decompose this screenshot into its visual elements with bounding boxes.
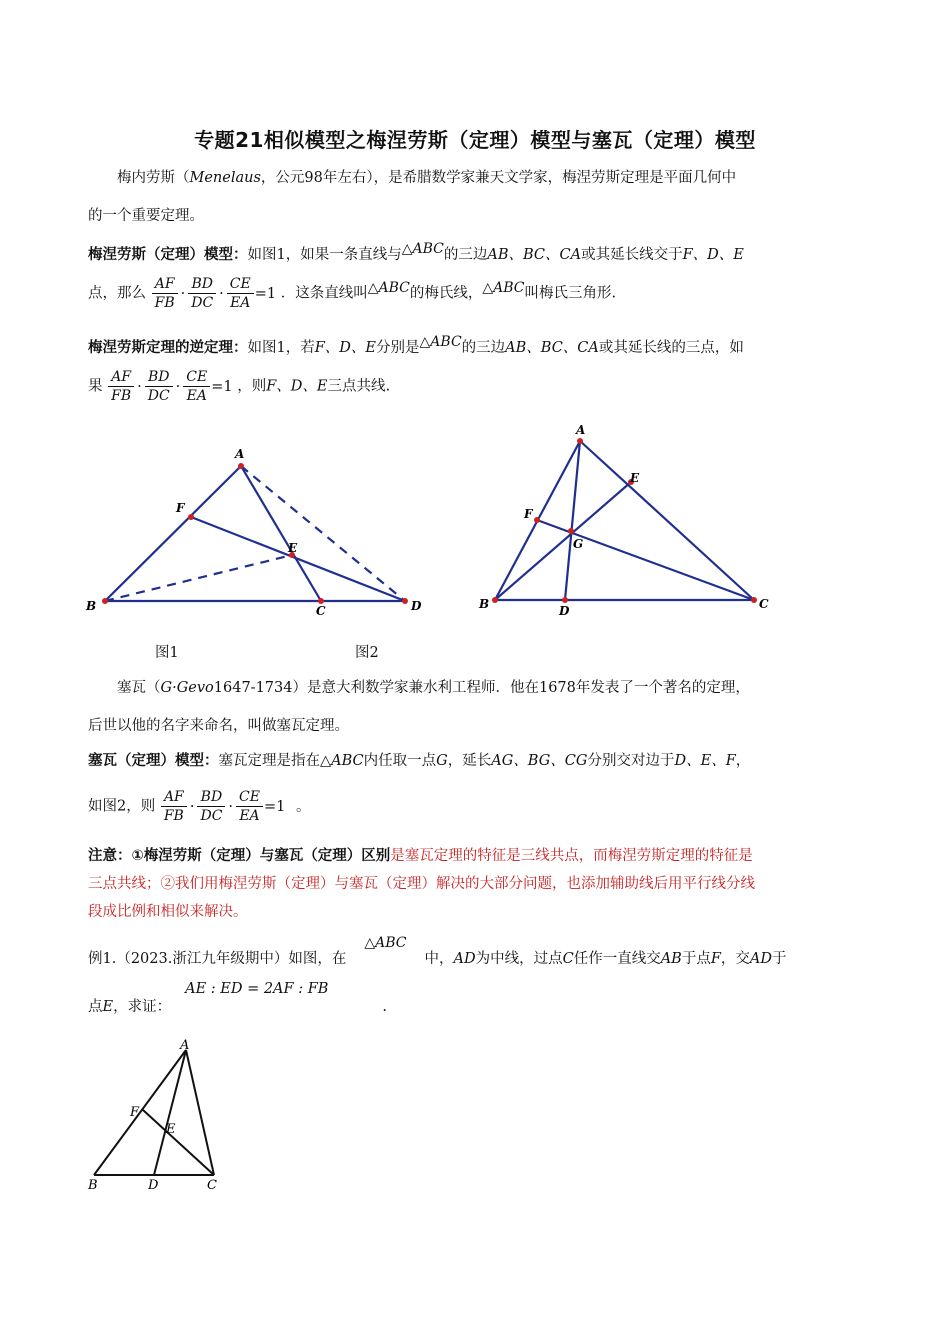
- example-formula: AE : ED = 2AF : FB: [185, 981, 329, 997]
- point-d: [402, 598, 408, 604]
- menelaus-t5: F、D、E: [682, 247, 744, 263]
- fraction-af-fb: $\frac{AF}{FB}$: [152, 275, 178, 312]
- example-line2: 点E，求证：AE : ED = 2AF : FB.: [88, 981, 388, 1015]
- label-c: C: [316, 604, 326, 618]
- note-paragraph: 注意：①梅涅劳斯（定理）与塞瓦（定理）区别是塞瓦定理的特征是三线共点，而梅涅劳斯定理的特征是: [88, 848, 753, 864]
- figure-1-caption: 图1: [155, 645, 179, 661]
- menelaus-t2: 的三边: [443, 247, 488, 263]
- fraction-af-fb: $\frac{AF}{FB}$: [108, 368, 134, 405]
- fraction-ce-ea: $\frac{CE}{EA}$: [183, 368, 210, 405]
- intro-name: Menelaus: [189, 170, 261, 186]
- fraction-ce-ea: $\frac{CE}{EA}$: [236, 788, 263, 825]
- ceva-intro: 塞瓦（G·Gevo1647-1734）是意大利数学家兼水利工程师．他在1678年发表了一个著名的定理，: [117, 680, 750, 696]
- figure-2: [470, 420, 780, 620]
- intro-text-b: ，公元98年左右），是希腊数学家兼天文学家，梅涅劳斯定理是平面几何中: [260, 170, 737, 186]
- point-f: [188, 514, 194, 520]
- intro-text-a: 梅内劳斯（: [117, 170, 190, 186]
- triangle-abc: △ABC: [401, 241, 444, 257]
- figure-1: [80, 440, 430, 625]
- figure-2-caption: 图2: [355, 645, 379, 661]
- fraction-ce-ea: $\frac{CE}{EA}$: [227, 275, 254, 312]
- label-g: G: [573, 537, 584, 551]
- converse-line1: 梅涅劳斯定理的逆定理：如图1，若F、D、E分别是△ABC的三边AB、BC、CA或其延长线的三点，如: [88, 334, 744, 356]
- note-line3: 段成比例和相似来解决。: [88, 904, 248, 920]
- ceva-line1: 塞瓦（定理）模型：塞瓦定理是指在△ABC内任取一点G，延长AG、BG、CG分别交对边于D、E、F，: [88, 753, 751, 769]
- ceva-intro-cont: 后世以他的名字来命名，叫做塞瓦定理。: [88, 718, 349, 734]
- label-e: E: [630, 471, 640, 485]
- label-f: F: [524, 507, 533, 521]
- ceva-line2: 如图2，则 $\frac{AF}{FB}$ · $\frac{BD}{DC}$ · $\frac{CE}{EA}$ =1 。: [88, 789, 311, 824]
- intro-text-c: 的一个重要定理。: [88, 208, 204, 224]
- menelaus-t7: ．这条直线叫: [280, 285, 368, 302]
- menelaus-t1: 如图1，如果一条直线与: [247, 247, 402, 263]
- fraction-bd-dc: $\frac{BD}{DC}$: [145, 368, 173, 405]
- fraction-af-fb: $\frac{AF}{FB}$: [161, 788, 187, 825]
- label-c: C: [759, 597, 769, 611]
- equals-one: =1: [254, 285, 277, 302]
- label-b: B: [86, 599, 97, 613]
- label-a: A: [180, 1038, 190, 1053]
- menelaus-line1: [88, 241, 868, 266]
- intro-paragraph-cont: [88, 205, 868, 227]
- menelaus-t8: 的梅氏线，: [409, 285, 483, 302]
- label-f: F: [130, 1105, 140, 1120]
- point-b: [102, 598, 108, 604]
- label-b: B: [479, 597, 490, 611]
- example-line1: 例1.（2023.浙江九年级期中）如图，在△ABC中，AD为中线，过点C任作一直线交AB于点F，交AD于: [88, 935, 787, 967]
- menelaus-line2: 点，那么 $\frac{AF}{FB}$ · $\frac{BD}{DC}$ · $\frac{CE}{EA}$ =1 ．这条直线叫△ABC的梅氏线，△ABC叫梅氏三角形.: [88, 276, 617, 311]
- menelaus-t9: 叫梅氏三角形.: [524, 285, 617, 302]
- intro-paragraph: [88, 167, 868, 189]
- label-f: F: [176, 501, 185, 515]
- menelaus-t4: 或其延长线交于: [581, 247, 683, 263]
- label-d: D: [148, 1178, 159, 1193]
- converse-heading: 梅涅劳斯定理的逆定理：: [88, 340, 248, 356]
- fraction-bd-dc: $\frac{BD}{DC}$: [188, 275, 216, 312]
- label-a: A: [576, 423, 586, 437]
- menelaus-t6: 点，那么: [88, 285, 146, 302]
- figure-3: [80, 1035, 240, 1200]
- label-e: E: [288, 541, 298, 555]
- label-d: D: [411, 599, 422, 613]
- page-title: 专题21相似模型之梅涅劳斯（定理）模型与塞瓦（定理）模型: [194, 128, 756, 152]
- ceva-heading: 塞瓦（定理）模型：: [88, 753, 219, 769]
- label-b: B: [88, 1178, 98, 1193]
- label-a: A: [235, 447, 245, 461]
- label-d: D: [559, 604, 570, 618]
- converse-line2: 果 $\frac{AF}{FB}$ · $\frac{BD}{DC}$ · $\frac{CE}{EA}$ =1 ，则F、D、E三点共线.: [88, 369, 391, 404]
- menelaus-t3: AB、BC、CA: [487, 247, 582, 263]
- note-line2: 三点共线；②我们用梅涅劳斯（定理）与塞瓦（定理）解决的大部分问题，也添加辅助线后用平行线分线: [88, 876, 755, 892]
- point-a: [238, 463, 244, 469]
- label-e: E: [166, 1122, 176, 1137]
- fraction-bd-dc: $\frac{BD}{DC}$: [197, 788, 225, 825]
- menelaus-heading: 梅涅劳斯（定理）模型：: [88, 247, 248, 263]
- note-heading: 注意：①梅涅劳斯（定理）与塞瓦（定理）区别: [88, 848, 391, 864]
- label-c: C: [207, 1178, 217, 1193]
